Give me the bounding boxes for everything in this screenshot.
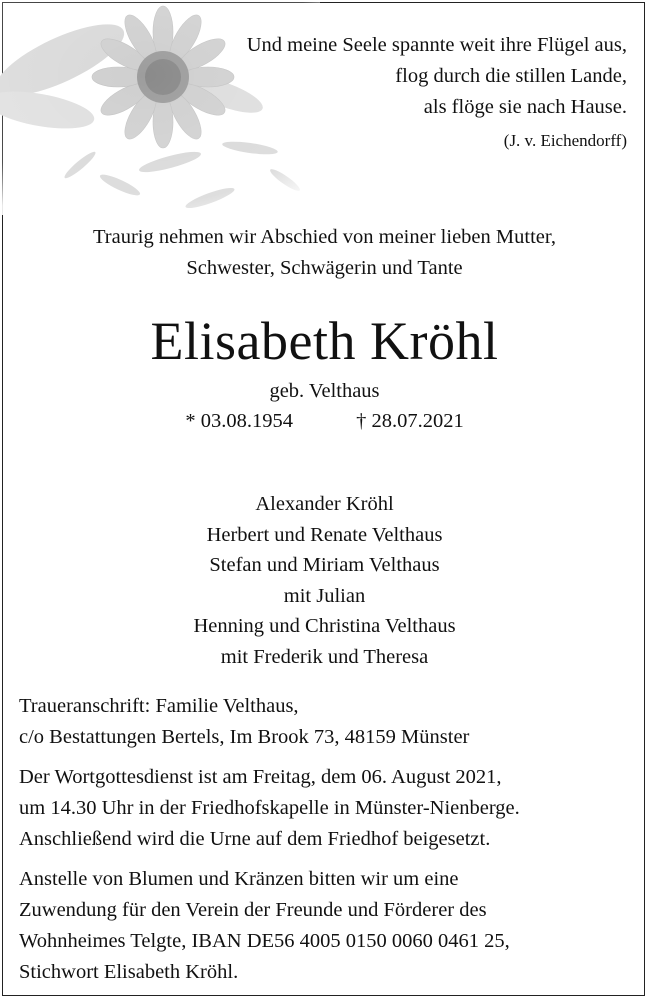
address-line: c/o Bestattungen Bertels, Im Brook 73, 48159 Münster bbox=[19, 726, 470, 748]
address-line: Traueranschrift: Familie Velthaus, bbox=[19, 695, 299, 717]
donation-request bbox=[19, 864, 634, 988]
birth-date: * 03.08.1954 bbox=[185, 410, 293, 432]
mourner-line: Stefan und Miriam Velthaus bbox=[209, 554, 440, 576]
mourner-line: Henning und Christina Velthaus bbox=[193, 615, 456, 637]
service-line: um 14.30 Uhr in der Friedhofskapelle in Münster-Nienberge. bbox=[19, 797, 520, 819]
poem-line: als flöge sie nach Hause. bbox=[423, 96, 627, 118]
donation-line: Wohnheimes Telgte, IBAN DE56 4005 0150 0060 0461 25, bbox=[19, 930, 510, 952]
poem-line: Und meine Seele spannte weit ihre Flügel aus, bbox=[246, 34, 627, 56]
mourner-line: mit Julian bbox=[283, 584, 366, 607]
donation-line: Anstelle von Blumen und Kränzen bitten wir um eine bbox=[19, 868, 459, 890]
mourning-address bbox=[19, 691, 634, 753]
mourner-line: Herbert und Renate Velthaus bbox=[206, 523, 443, 546]
poem-line: flog durch die stillen Lande, bbox=[395, 65, 627, 87]
farewell-intro bbox=[0, 222, 649, 284]
intro-line: Traurig nehmen wir Abschied von meiner lieben Mutter, bbox=[93, 226, 556, 248]
donation-line: Zuwendung für den Verein der Freunde und Förderer des bbox=[19, 899, 487, 921]
mourner-line: Alexander Kröhl bbox=[255, 493, 394, 515]
poem-quote bbox=[247, 30, 627, 153]
service-info bbox=[19, 762, 634, 855]
deceased-name: Elisabeth Kröhl bbox=[150, 311, 499, 371]
intro-line: Schwester, Schwägerin und Tante bbox=[186, 257, 463, 279]
birth-name: geb. Velthaus bbox=[269, 380, 380, 402]
service-line: Der Wortgottesdienst ist am Freitag, dem 06. August 2021, bbox=[19, 766, 502, 788]
life-dates bbox=[0, 406, 649, 436]
poem-author: (J. v. Eichendorff) bbox=[503, 131, 627, 150]
donation-line: Stichwort Elisabeth Kröhl. bbox=[19, 961, 239, 983]
service-line: Anschließend wird die Urne auf dem Friedhof beigesetzt. bbox=[19, 828, 491, 850]
death-date: † 28.07.2021 bbox=[356, 410, 464, 432]
mourners-list bbox=[0, 489, 649, 672]
mourner-line: mit Frederik und Theresa bbox=[220, 645, 429, 668]
